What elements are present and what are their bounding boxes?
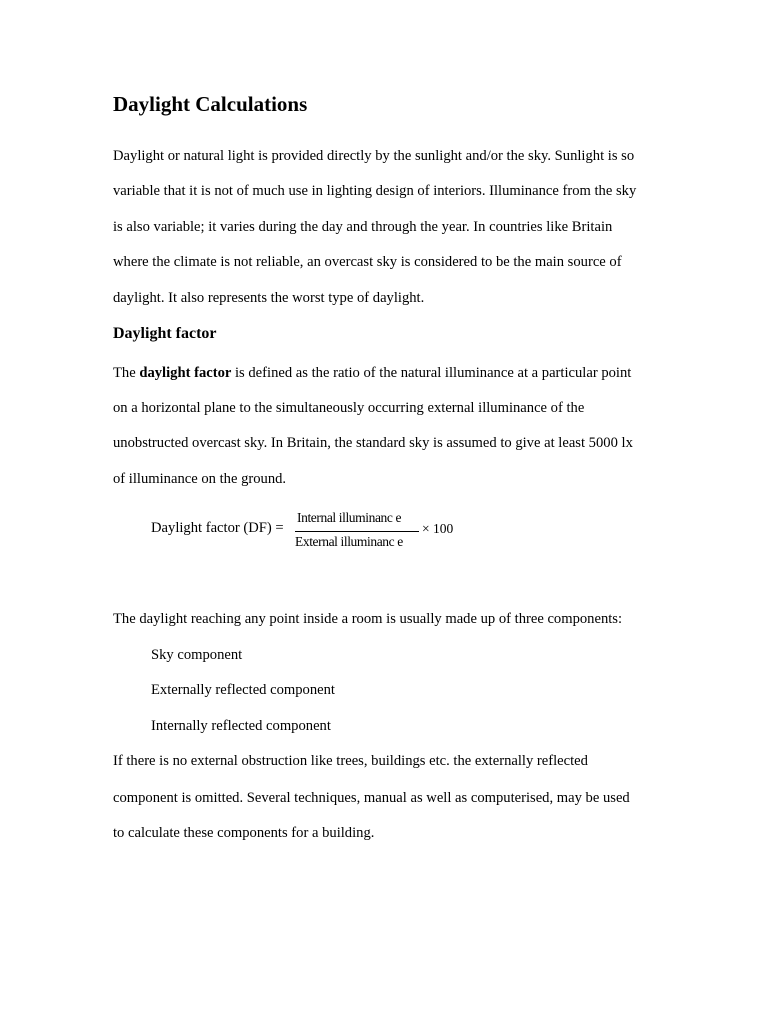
component-item: Sky component [151, 647, 243, 663]
page-title: Daylight Calculations [113, 92, 308, 116]
definition-line-1 [113, 364, 631, 382]
daylight-factor-formula [151, 507, 571, 557]
formula-denominator: External illuminanc e [295, 534, 403, 549]
definition-line-3: unobstructed overcast sky. In Britain, the standard sky is assumed to give at least 5000 lx [113, 435, 633, 451]
closing-line-3: to calculate these components for a building. [113, 825, 375, 841]
intro-line-4: where the climate is not reliable, an overcast sky is considered to be the main source of [113, 254, 622, 270]
component-item: Internally reflected component [151, 718, 331, 734]
definition-suffix: is defined as the ratio of the natural illuminance at a particular point [231, 365, 632, 381]
formula-multiplier: × 100 [422, 521, 454, 536]
closing-line-2: component is omitted. Several techniques, manual as well as computerised, may be used [113, 790, 630, 806]
definition-term: daylight factor [139, 365, 232, 381]
intro-line-1: Daylight or natural light is provided directly by the sunlight and/or the sky. Sunlight is so [113, 148, 635, 164]
intro-line-2: variable that it is not of much use in lighting design of interiors. Illuminance from the sky [113, 183, 637, 199]
definition-line-4: of illuminance on the ground. [113, 471, 287, 487]
closing-line-1: If there is no external obstruction like trees, buildings etc. the externally reflected [113, 753, 588, 769]
section-heading: Daylight factor [113, 325, 217, 342]
fraction-bar [295, 531, 419, 532]
definition-prefix: The [113, 365, 140, 381]
formula-lhs: Daylight factor (DF) = [151, 520, 284, 536]
component-item: Externally reflected component [151, 682, 335, 698]
intro-line-3: is also variable; it varies during the day and through the year. In countries like Britain [113, 219, 613, 235]
components-intro: The daylight reaching any point inside a room is usually made up of three components: [113, 611, 623, 627]
formula-numerator: Internal illuminanc e [297, 510, 402, 525]
intro-line-5: daylight. It also represents the worst type of daylight. [113, 290, 425, 306]
definition-line-2: on a horizontal plane to the simultaneously occurring external illuminance of the [113, 400, 585, 416]
